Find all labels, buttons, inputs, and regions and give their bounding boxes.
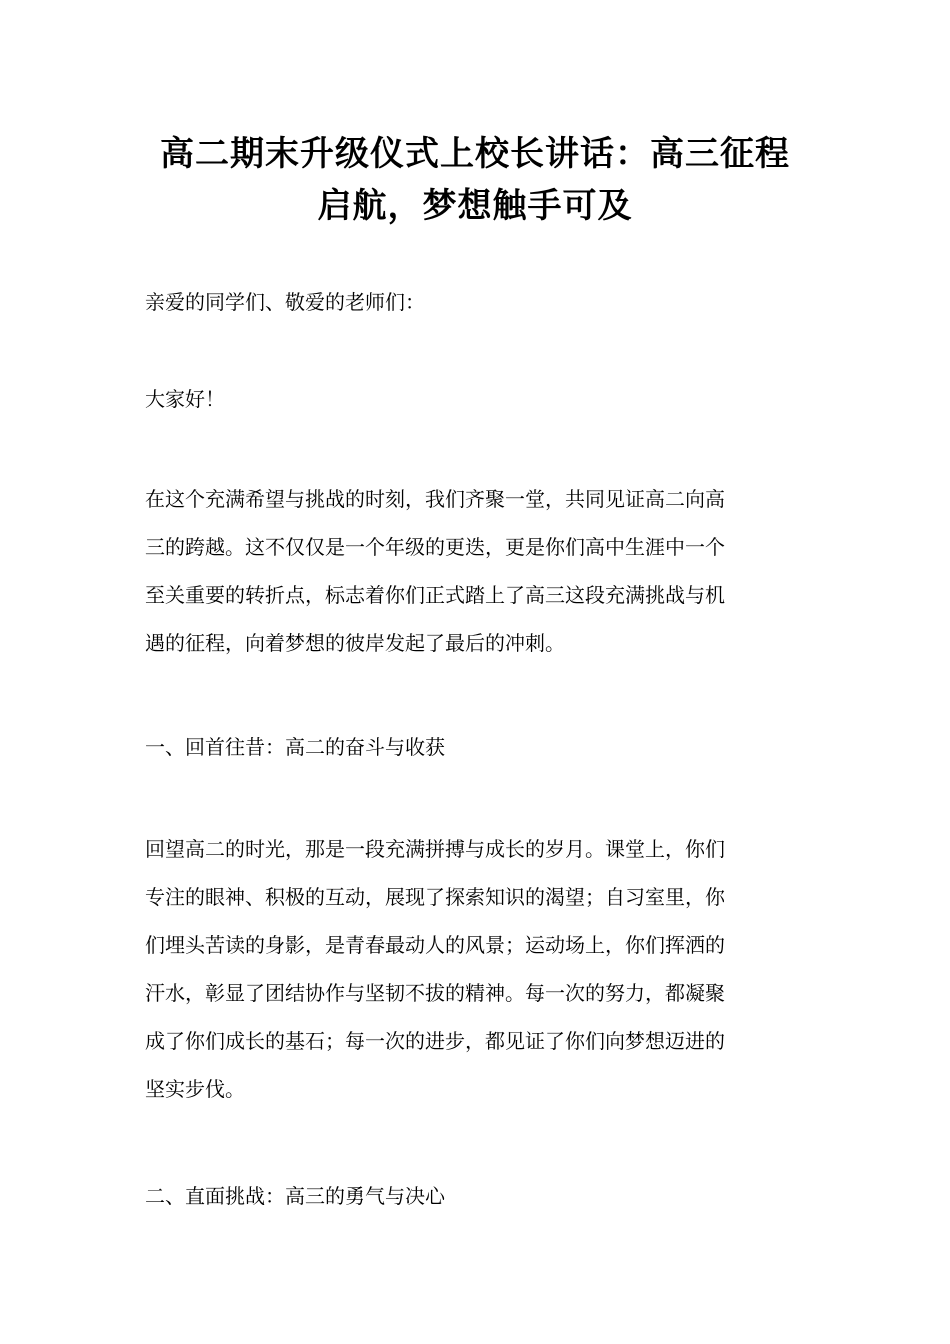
paragraph-line: 专注的眼神、积极的互动，展现了探索知识的渴望；自习室里，你 — [145, 885, 725, 909]
paragraph-line: 成了你们成长的基石；每一次的进步，都见证了你们向梦想迈进的 — [145, 1029, 725, 1053]
paragraph-line: 汗水，彰显了团结协作与坚韧不拔的精神。每一次的努力，都凝聚 — [145, 981, 725, 1005]
title-line-1: 高二期末升级仪式上校长讲话：高三征程 — [160, 134, 790, 174]
paragraph-line: 坚实步伐。 — [145, 1077, 245, 1101]
paragraph-line: 遇的征程，向着梦想的彼岸发起了最后的冲刺。 — [145, 631, 565, 655]
section-heading-1: 一、回首往昔：高二的奋斗与收获 — [145, 735, 445, 759]
greeting: 大家好！ — [145, 387, 225, 411]
paragraph-line: 至关重要的转折点，标志着你们正式踏上了高三这段充满挑战与机 — [145, 583, 725, 607]
title-line-2: 启航，梦想触手可及 — [317, 186, 633, 226]
paragraph-line: 在这个充满希望与挑战的时刻，我们齐聚一堂，共同见证高二向高 — [145, 487, 725, 511]
paragraph-line: 三的跨越。这不仅仅是一个年级的更迭，更是你们高中生涯中一个 — [145, 535, 725, 559]
document-title — [130, 128, 820, 232]
paragraph-line: 们埋头苦读的身影，是青春最动人的风景；运动场上，你们挥洒的 — [145, 933, 725, 957]
section-1-paragraph — [145, 825, 807, 1113]
section-heading-2: 二、直面挑战：高三的勇气与决心 — [145, 1184, 445, 1208]
intro-paragraph — [145, 475, 807, 667]
paragraph-line: 回望高二的时光，那是一段充满拼搏与成长的岁月。课堂上，你们 — [145, 837, 725, 861]
salutation: 亲爱的同学们、敬爱的老师们： — [145, 290, 425, 314]
